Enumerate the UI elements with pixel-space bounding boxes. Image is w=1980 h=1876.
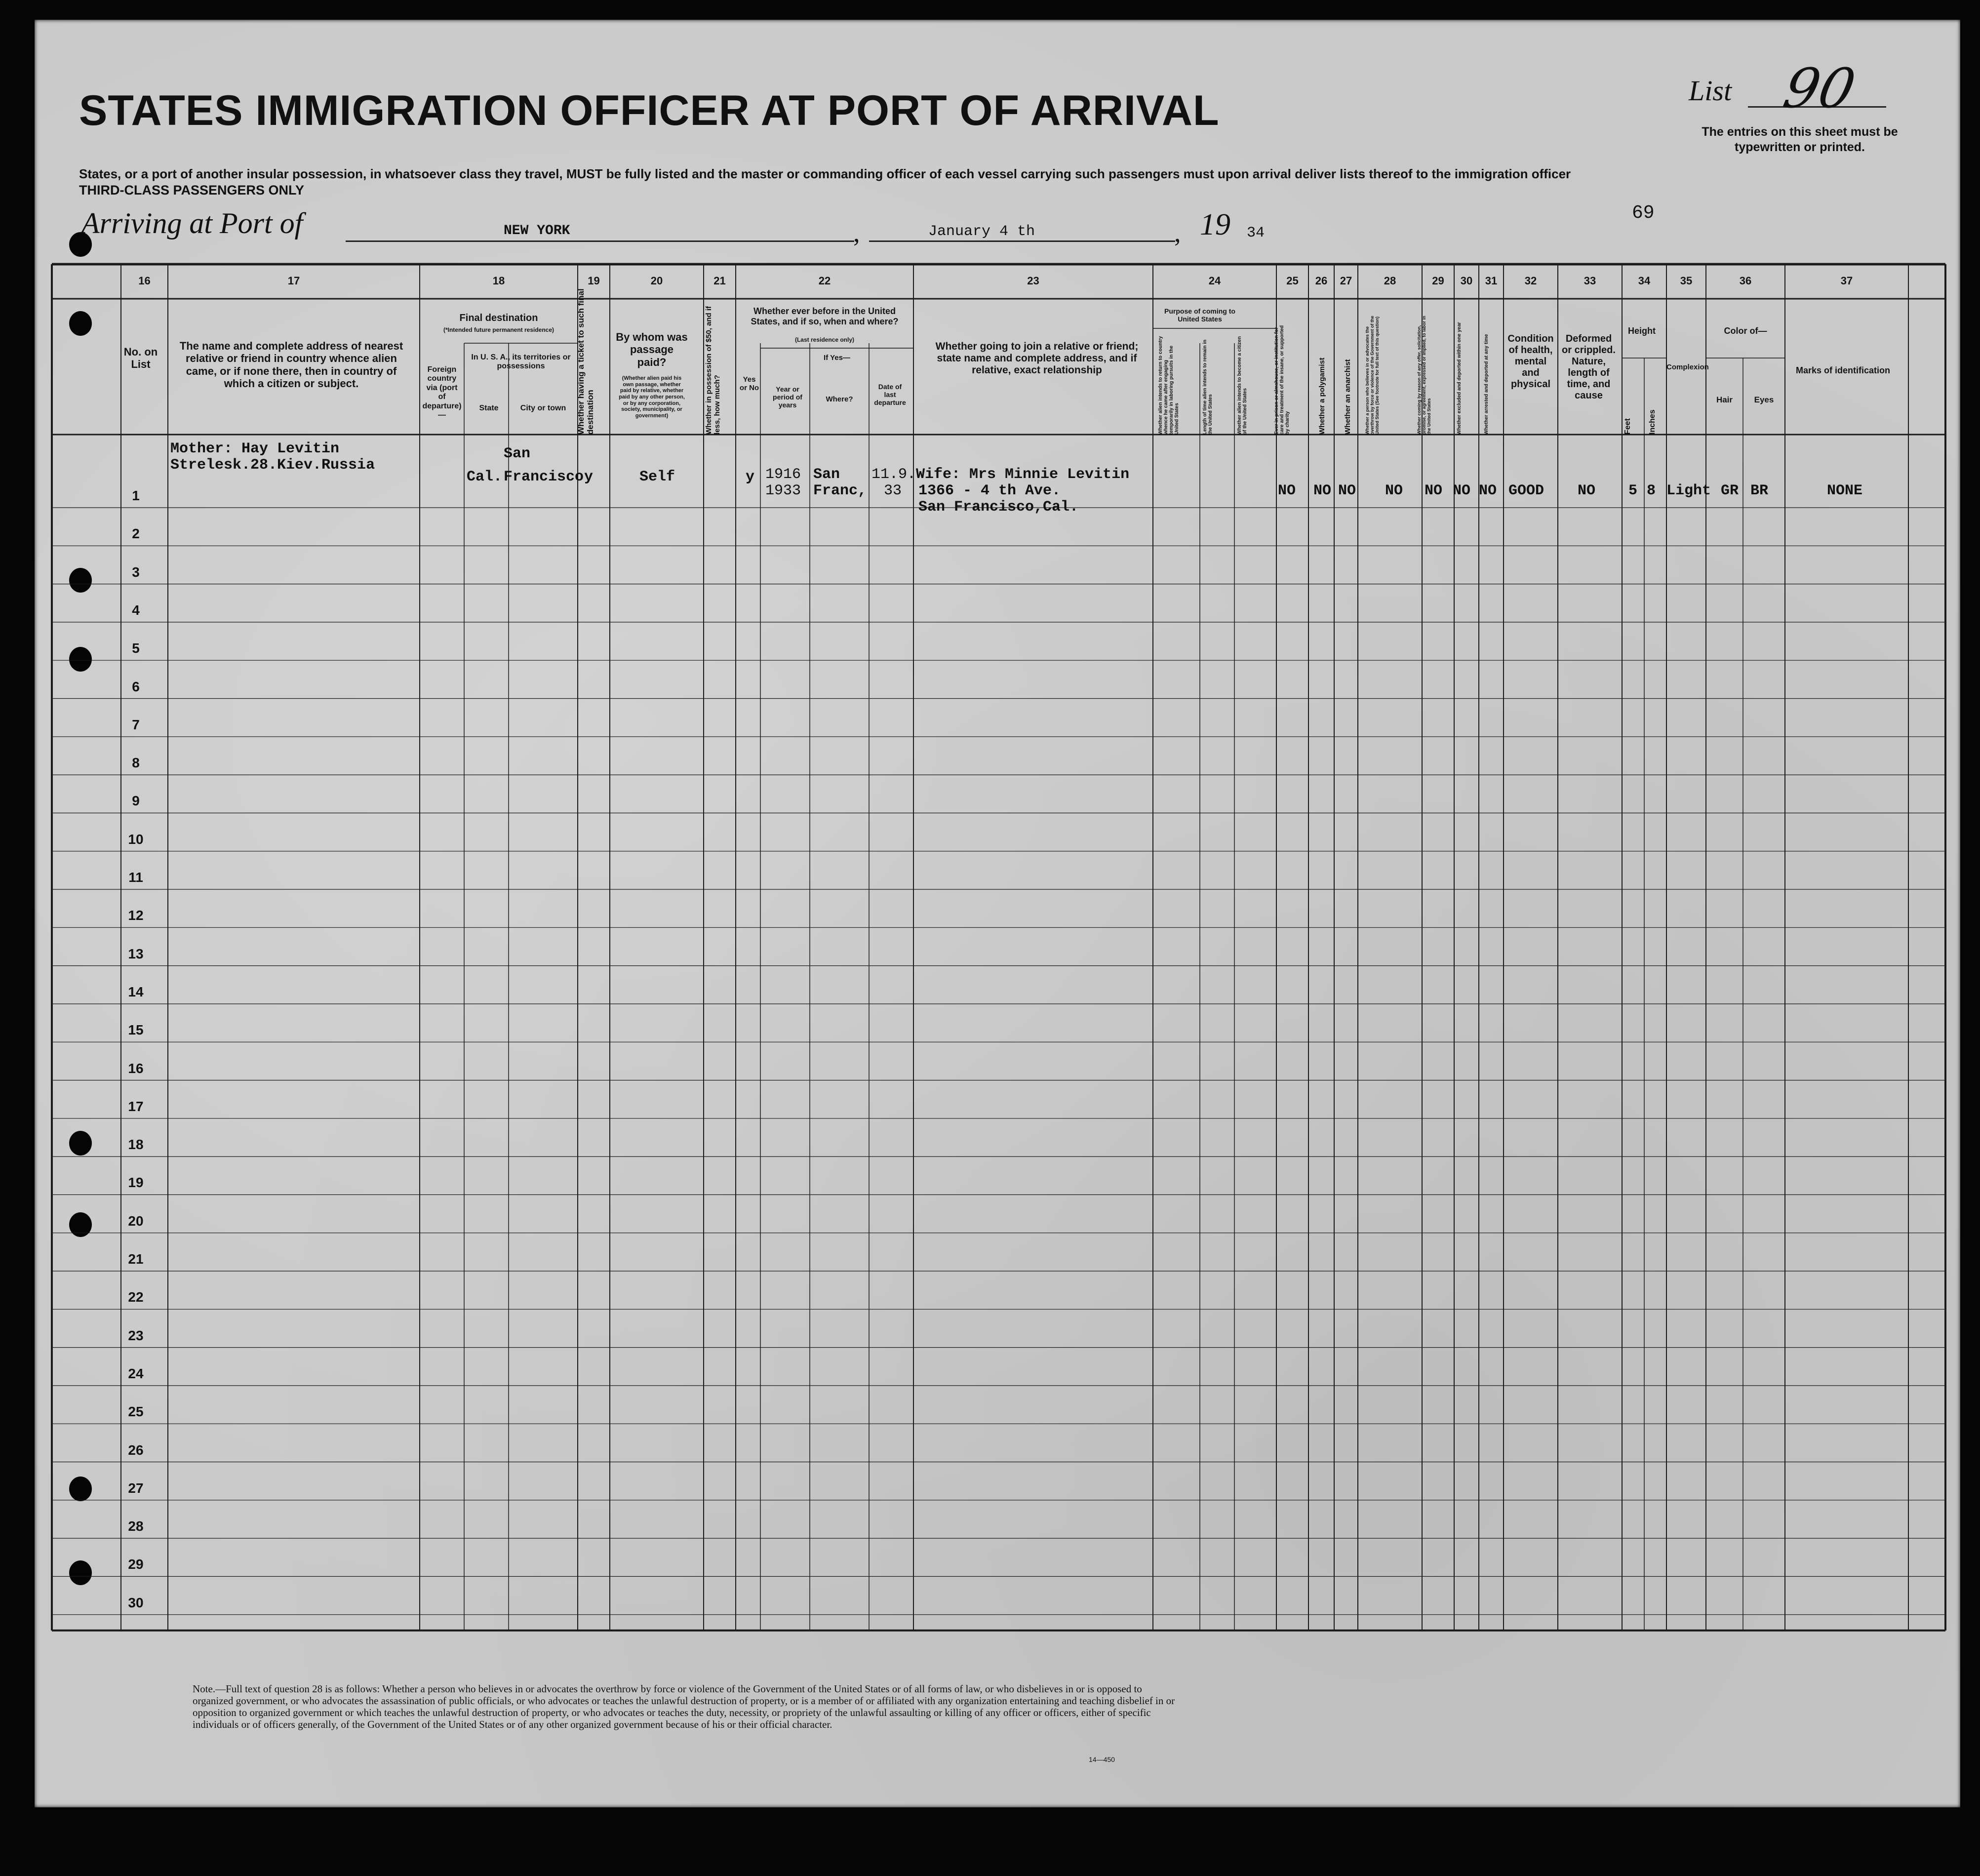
year-prefix: 19 — [1200, 208, 1230, 241]
header-hair: Hair — [1716, 395, 1733, 404]
class-line: THIRD-CLASS PASSENGERS ONLY — [79, 183, 305, 198]
header-eyes: Eyes — [1754, 395, 1774, 404]
header-inches: Inches — [1648, 409, 1657, 435]
list-number: 90 — [1778, 57, 1861, 120]
entry-relative-line1: Mother: Hay Levitin — [170, 440, 340, 457]
column-number: 23 — [1027, 275, 1039, 287]
entry-q25: NO — [1278, 482, 1296, 499]
row-number: 14 — [128, 984, 144, 999]
row-number: 6 — [132, 679, 140, 694]
entry-departure-line1: 11.9. — [871, 466, 916, 483]
page-number: 69 — [1632, 202, 1655, 224]
column-number: 19 — [588, 275, 600, 287]
header-passage-note: (Whether alien paid his own passage, whether paid by relative, whether paid by any other person, or by any corporation, society, municipality, or government) — [619, 375, 685, 419]
header-city: City or town — [520, 404, 566, 412]
column-number: 16 — [138, 275, 151, 287]
header-marks: Marks of identification — [1795, 365, 1891, 375]
comma: , — [853, 218, 860, 247]
header-no-on-list: No. on List — [123, 346, 158, 371]
year-suffix: 34 — [1247, 225, 1265, 241]
column-number: 21 — [713, 275, 726, 287]
entry-years-line2: 1933 — [765, 482, 801, 499]
row-number: 30 — [128, 1595, 144, 1610]
row-number: 16 — [128, 1060, 144, 1076]
header-prison: Ever in prison or almshouse, or institution for care and treatment of the insane, or supported by charity — [1274, 325, 1290, 435]
row-number: 9 — [132, 793, 140, 809]
entry-complexion: Light — [1666, 482, 1711, 499]
port-value: NEW YORK — [504, 223, 570, 239]
header-ticket: Whether having a ticket to such final destination — [576, 288, 595, 435]
header-foreign-country: Foreign country via (port of departure)— — [422, 365, 462, 419]
form-subtitle: States, or a port of another insular possession, in whatsoever class they travel, MUST be fully listed and the master or commanding officer of each vessel carrying such passengers must upon arrival deliver lists thereof to the immigration officer — [79, 166, 1571, 181]
header-height: Height — [1628, 326, 1656, 336]
header-date-departure: Date of last departure — [874, 383, 906, 407]
column-number: 26 — [1315, 275, 1328, 287]
column-number: 18 — [492, 275, 505, 287]
entry-where-line2: Franc, — [813, 482, 867, 499]
row-number: 25 — [128, 1404, 144, 1420]
column-number: 32 — [1524, 275, 1537, 287]
header-nearest-relative: The name and complete address of nearest relative or friend in country whence alien came, or if none there, then in country of which a citizen or subject. — [179, 340, 403, 390]
row-number: 21 — [128, 1251, 144, 1267]
entry-hair: GR — [1721, 482, 1739, 499]
entry-ticket: y — [584, 469, 594, 485]
entry-departure-line2: 33 — [884, 482, 902, 499]
row-number: 2 — [132, 526, 140, 542]
header-purpose-sub2: Length of time alien intends to remain in the United States — [1202, 339, 1213, 435]
entry-city-line2: Francisco — [504, 469, 584, 485]
column-number: 34 — [1638, 275, 1651, 287]
form-number: 14—450 — [1089, 1756, 1115, 1763]
header-where: Where? — [826, 395, 853, 403]
header-before-note: (Last residence only) — [794, 336, 855, 343]
row-number: 24 — [128, 1365, 144, 1381]
entry-eyes: BR — [1750, 482, 1769, 499]
header-anarchist: Whether an anarchist — [1344, 359, 1352, 435]
header-final-destination-note: (*Intended future permanent residence) — [443, 326, 554, 333]
header-before-us: Whether ever before in the United States, and if so, when and where? — [751, 306, 899, 326]
entry-q28: NO — [1385, 482, 1403, 499]
entry-relative-line2: Strelesk.28.Kiev.Russia — [170, 457, 375, 474]
row-number: 23 — [128, 1327, 144, 1343]
row-number: 11 — [128, 870, 143, 885]
row-number: 18 — [128, 1137, 144, 1153]
header-year-period: Year or period of years — [773, 385, 802, 409]
list-label: List — [1689, 75, 1732, 107]
header-q28: Whether a person who believes in or advocates the overthrow by force or violence of the Government of the United States (See footnote for full text of this question) — [1365, 316, 1380, 435]
entry-q27: NO — [1338, 482, 1356, 499]
row-number: 19 — [128, 1175, 144, 1191]
header-health: Condition of health, mental and physical — [1507, 333, 1554, 390]
column-number: 27 — [1340, 275, 1352, 287]
row-number: 28 — [128, 1518, 144, 1534]
header-q29: Whether coming by reason of any offer, solicitation, promise, or agreement, expressed or implied, to labor in the United States — [1417, 316, 1431, 435]
row-number: 5 — [132, 640, 140, 656]
column-number: 29 — [1432, 275, 1444, 287]
row-number: 27 — [128, 1480, 144, 1496]
header-color-of: Color of— — [1724, 326, 1767, 336]
entry-inches: 8 — [1647, 482, 1656, 499]
row-number: 13 — [128, 946, 144, 961]
row-number: 15 — [128, 1022, 144, 1038]
header-polygamist: Whether a polygamist — [1318, 358, 1326, 435]
header-feet: Feet — [1624, 418, 1632, 435]
column-number: 35 — [1680, 275, 1693, 287]
column-number: 36 — [1739, 275, 1752, 287]
header-if-yes: If Yes— — [824, 354, 850, 362]
entry-paid-by: Self — [639, 469, 675, 485]
entry-join-line3: San Francisco,Cal. — [918, 499, 1079, 516]
column-number: 37 — [1840, 275, 1853, 287]
entry-feet: 5 — [1628, 482, 1638, 499]
column-number: 30 — [1460, 275, 1473, 287]
entry-health: GOOD — [1508, 482, 1544, 499]
header-q31: Whether arrested and deported at any time — [1484, 334, 1489, 435]
row-number: 4 — [132, 602, 140, 618]
header-purpose-sub1: Whether alien intends to return to country whence he came after engaging temporarily in laboring pursuits in the United States — [1158, 336, 1180, 435]
header-complexion: Complexion — [1666, 363, 1709, 371]
entry-q29: NO — [1425, 482, 1443, 499]
column-number: 17 — [287, 275, 300, 287]
comma: , — [1174, 218, 1181, 247]
form-title: STATES IMMIGRATION OFFICER AT PORT OF ARRIVAL — [79, 87, 1220, 134]
date-value: January 4 th — [928, 223, 1035, 240]
row-number: 1 — [132, 488, 140, 503]
entry-state: Cal. — [467, 469, 503, 485]
header-deformed: Deformed or crippled. Nature, length of time, and cause — [1562, 333, 1616, 401]
row-number: 8 — [132, 755, 140, 771]
row-number: 20 — [128, 1213, 144, 1229]
row-number: 26 — [128, 1442, 144, 1458]
entry-q26: NO — [1313, 482, 1332, 499]
header-purpose-sub3: Whether alien intends to become a citizen of the United States — [1237, 336, 1248, 435]
header-final-destination: Final destination — [459, 313, 538, 323]
entry-join-line2: 1366 - 4 th Ave. — [918, 482, 1061, 499]
header-q30: Whether excluded and deported within one year — [1457, 322, 1462, 435]
entry-q30: NO — [1453, 482, 1471, 499]
row-number: 22 — [128, 1289, 144, 1305]
entry-join-line1: Wife: Mrs Minnie Levitin — [916, 466, 1130, 483]
column-number: 20 — [650, 275, 663, 287]
entry-before: y — [746, 469, 755, 485]
row-number: 29 — [128, 1557, 144, 1572]
header-join-relative: Whether going to join a relative or friend; state name and complete address, and if relative, exact relationship — [935, 341, 1139, 376]
column-number: 33 — [1584, 275, 1596, 287]
header-in-usa: In U. S. A., its territories or possessions — [471, 353, 571, 371]
row-number: 17 — [128, 1098, 144, 1114]
column-number: 24 — [1208, 275, 1221, 287]
row-number: 3 — [132, 564, 140, 580]
row-number: 10 — [128, 831, 144, 847]
entries-note: The entries on this sheet must be typewritten or printed. — [1702, 125, 1898, 154]
entry-years-line1: 1916 — [765, 466, 801, 483]
header-purpose: Purpose of coming to United States — [1164, 307, 1235, 323]
header-yes-no: Yes or No — [739, 375, 759, 393]
column-number: 31 — [1485, 275, 1498, 287]
footnote: Note.—Full text of question 28 is as follows: Whether a person who believes in or advocates the overthrow by force or violence of the Government of the United States or of all forms of law, or who disbelieves in or is opposed to organized government, or who advocates the assassination of public officials, or who advocates or teaches the unlawful destruction of property, or is a member of or affiliated with any organization entertaining and teaching disbelief in or opposition to organized government or which teaches the unlawful destruction of property, or who advocates or teaches the duty, necessity, or propriety of the unlawful assaulting or killing of any officer or officers, either of specific individuals or of officers generally, of the Government of the United States or of any other organized government because of his or their official character. — [193, 1683, 1175, 1730]
entry-city-line1: San — [504, 445, 531, 462]
header-passage-paid: By whom was passage paid? — [616, 331, 688, 368]
column-number: 22 — [818, 275, 831, 287]
entry-q31: NO — [1479, 482, 1497, 499]
header-state: State — [479, 404, 499, 412]
entry-where-line1: San — [813, 466, 840, 483]
header-money: Whether in possession of $50, and if less, how much? — [705, 306, 721, 435]
row-number: 7 — [132, 717, 140, 732]
column-number: 28 — [1384, 275, 1396, 287]
row-number: 12 — [128, 908, 144, 923]
arriving-label: Arriving at Port of — [81, 207, 303, 239]
entry-deformed: NO — [1578, 482, 1596, 499]
entry-marks: NONE — [1827, 482, 1863, 499]
column-number: 25 — [1286, 275, 1299, 287]
